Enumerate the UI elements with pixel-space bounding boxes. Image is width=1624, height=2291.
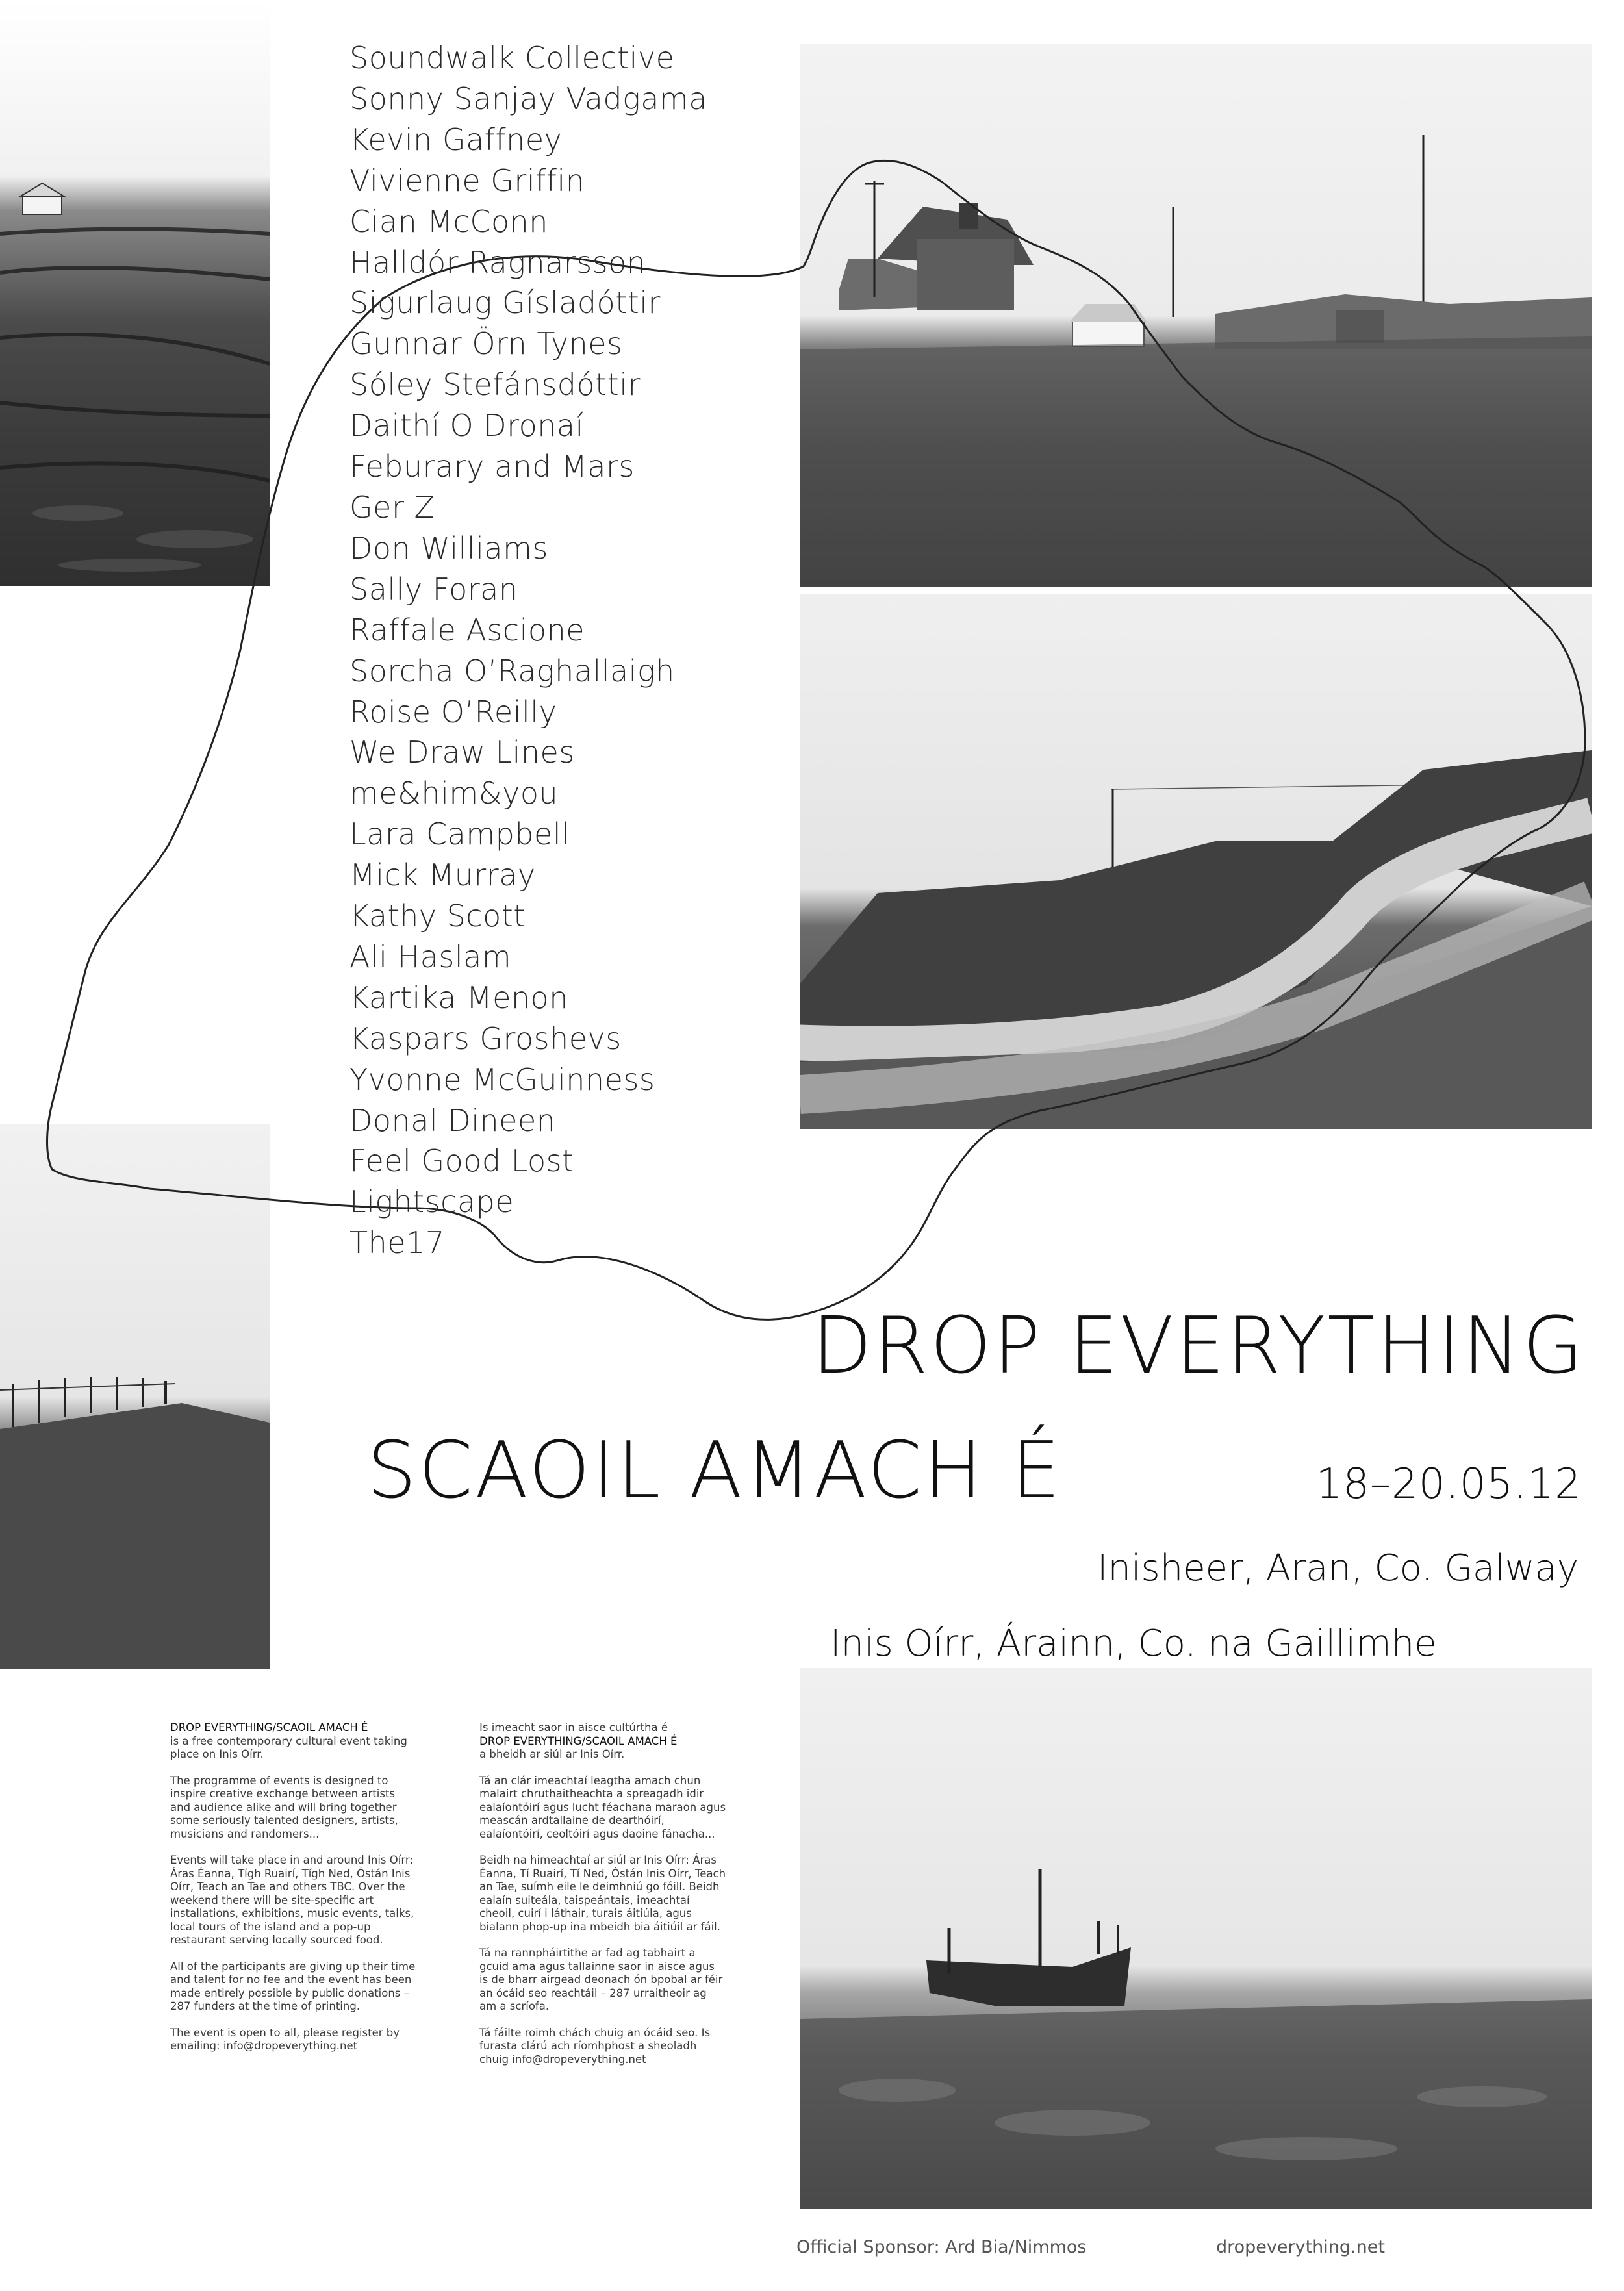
body-paragraph: All of the participants are giving up their time and talent for no fee and the event has been made entirely possible by public donations – 287 funders at the time of printing. (170, 1960, 416, 2012)
artist-list (349, 38, 804, 1263)
artist-name: Sally Foran (349, 571, 518, 607)
event-title-english: DROP EVERYTHING (811, 1301, 1585, 1391)
artist-name: Sigurlaug Gísladóttir (349, 285, 661, 321)
body-paragraph: Tá na rannpháirtithe ar fad ag tabhairt a gcuid ama agus tallainne saor in aisce agus is de bharr airgead deonach ón bpobal ar féir an ócáid seo reachtáil – 287 urraitheoir ag am a scríofa. (479, 1947, 723, 2012)
body-paragraph: Tá an clár imeachtaí leagtha amach chun malairt chruthaitheachta a spreagadh idir ealaíontóirí agus lucht féachana maraon agus meascán ardtallaine de dearthóirí, ealaíontóirí, ceoltóirí agus daoine fánacha... (479, 1774, 726, 1840)
artist-name: We Draw Lines (349, 735, 575, 770)
artist-name: Feel Good Lost (349, 1143, 574, 1179)
photo-cottage (800, 44, 1592, 587)
artist-name: The17 (349, 1225, 445, 1261)
body-paragraph: The event is open to all, please register by emailing: info@dropeverything.net (170, 2026, 400, 2052)
artist-name: Sonny Sanjay Vadgama (349, 81, 707, 116)
artist-name: Vivienne Griffin (349, 162, 585, 198)
artist-name: Kaspars Groshevs (349, 1020, 622, 1056)
artist-name: me&him&you (349, 776, 559, 811)
photo-stone-walls (0, 0, 270, 586)
photo-shipwreck (800, 1668, 1592, 2209)
artist-name: Yvonne McGuinness (349, 1061, 655, 1097)
artist-name: Gunnar Örn Tynes (349, 326, 623, 362)
body-lead-rest: a bheidh ar siúl ar Inis Oírr. (479, 1748, 625, 1760)
artist-name: Halldór Ragnarsson (349, 244, 646, 280)
artist-name: Feburary and Mars (349, 449, 635, 485)
location-english: Inisheer, Aran, Co. Galway (1097, 1547, 1579, 1589)
artist-name: Roise O’Reilly (349, 694, 557, 729)
artist-name: Donal Dineen (349, 1102, 556, 1138)
artist-name: Kathy Scott (349, 898, 526, 934)
body-paragraph: Tá fáilte roimh chách chuig an ócáid seo. Is furasta clárú ach ríomhphost a sheoladh chuig info@dropeverything.net (479, 2026, 711, 2066)
artist-name: Kartika Menon (349, 980, 568, 1015)
artist-name: Raffale Ascione (349, 612, 585, 648)
body-column-english (170, 1721, 417, 2066)
photo-fence (0, 1124, 270, 1669)
artist-name: Kevin Gaffney (349, 121, 563, 157)
body-lead-rest: is a free contemporary cultural event taking place on Inis Oírr. (170, 1734, 407, 1760)
event-dates: 18–20.05.12 (1315, 1460, 1582, 1508)
photo-road (800, 594, 1592, 1129)
location-irish: Inis Oírr, Árainn, Co. na Gaillimhe (830, 1623, 1437, 1665)
artist-name: Soundwalk Collective (349, 40, 675, 75)
body-paragraph: The programme of events is designed to inspire creative exchange between artists and audience alike and will bring together some seriously talented designers, artists, musicians and randomers... (170, 1774, 398, 1840)
official-sponsor: Official Sponsor: Ard Bia/Nimmos (796, 2237, 1087, 2257)
artist-name: Ger Z (349, 489, 435, 525)
artist-name: Don Williams (349, 530, 548, 566)
artist-name: Sóley Stefánsdóttir (349, 367, 641, 403)
artist-name: Lara Campbell (349, 816, 570, 852)
body-paragraph: Events will take place in and around Inis Oírr: Áras Éanna, Tígh Ruairí, Tígh Ned, Óstán Inis Oírr, Teach an Tae and others TBC. Over the weekend there will be site-specific art installations, exhibitions, music events, talks, local tours of the island and a pop-up restaurant serving locally sourced food. (170, 1854, 414, 1946)
artist-name: Lightscape (349, 1184, 514, 1220)
artist-name: Daithí O Dronaí (349, 408, 584, 444)
artist-name: Sorcha O’Raghallaigh (349, 653, 675, 689)
body-paragraph: Beidh na himeachtaí ar siúl ar Inis Oírr: Áras Éanna, Tí Ruairí, Tí Ned, Óstán Inis Oírr, Teach an Tae, suímh eile le deimhniú go fóill. Beidh ealaín suiteála, taispeántais, imeachtaí cheoil, cuirí i láthair, turais áitiúla, agus bialann phop-up ina mbeidh bia áitiúil ar fáil. (479, 1854, 726, 1933)
body-lead: DROP EVERYTHING/SCAOIL AMACH É (170, 1721, 368, 1734)
event-title-irish: SCAOIL AMACH É (367, 1426, 1063, 1516)
artist-name: Mick Murray (349, 857, 536, 893)
body-intro: Is imeacht saor in aisce cultúrtha é (479, 1721, 668, 1734)
artist-name: Ali Haslam (349, 939, 512, 974)
body-column-irish (479, 1721, 726, 2079)
artist-name: Cian McConn (349, 203, 548, 239)
body-lead: DROP EVERYTHING/SCAOIL AMACH É (479, 1734, 678, 1747)
website-link[interactable]: dropeverything.net (1216, 2237, 1385, 2257)
